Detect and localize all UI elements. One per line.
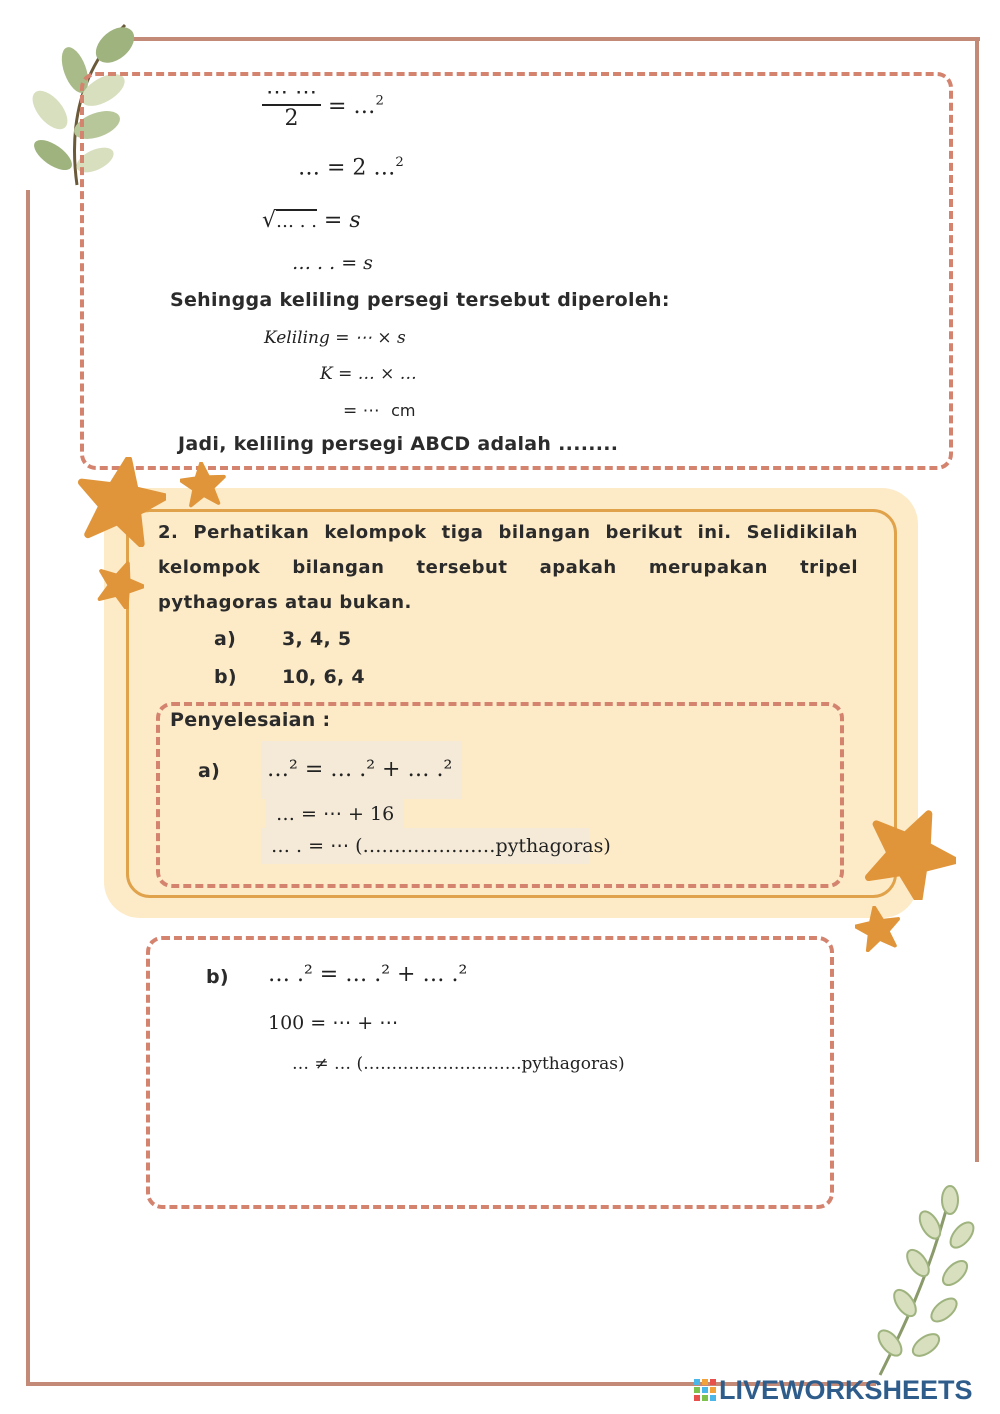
keliling-formula: Keliling = ⋯ × s (264, 328, 406, 348)
fraction-numerator: ⋯ ⋯ (262, 82, 321, 106)
conclusion-text: Jadi, keliling persegi ABCD adalah ........ (178, 433, 619, 455)
star-large-left-icon (76, 457, 166, 547)
star-small-right-icon (855, 906, 901, 952)
exponent: 2 (395, 155, 404, 170)
sqrt-symbol: √ (262, 208, 277, 233)
exponent: 2 (375, 93, 384, 109)
solution-b-line1: … .² = … .² + … .² (268, 962, 468, 987)
result-line (343, 401, 415, 421)
solution-a-line2: … = ⋯ + 16 (266, 796, 404, 832)
logo-grid-icon (694, 1379, 716, 1401)
fraction-denominator: 2 (284, 106, 299, 131)
keliling-sentence: Sehingga keliling persegi tersebut diperoleh: (170, 289, 670, 311)
frame-top-line (128, 37, 980, 41)
option-a-value: 3, 4, 5 (282, 628, 352, 650)
solution-a-line3: … . = ⋯ (…………………pythagoras) (261, 828, 589, 864)
equation-4: … . . = s (292, 252, 373, 274)
solution-a-label: a) (198, 760, 221, 782)
option-a-label: a) (214, 628, 237, 650)
solution-b-line2: 100 = ⋯ + ⋯ (268, 1012, 399, 1034)
frame-left-line (26, 190, 30, 1386)
top-solution-box (80, 72, 953, 470)
option-b-value: 10, 6, 4 (282, 666, 365, 688)
equation-2 (298, 155, 404, 180)
question-text: 2. Perhatikan kelompok tiga bilangan berikut ini. Selidikilah kelompok bilangan tersebut apakah merupakan tripel pythagoras atau bukan. (158, 522, 858, 613)
solution-b-label: b) (206, 966, 229, 988)
frame-right-line (975, 37, 979, 1162)
fraction (262, 82, 321, 132)
result-eq: = ⋯ (343, 401, 380, 421)
equation-sqrt (262, 208, 361, 233)
solution-heading: Penyelesaian : (170, 709, 331, 731)
sqrt-rhs: = s (323, 208, 361, 233)
star-small-left-icon (96, 561, 144, 609)
leaf-branch-bottom-decoration (860, 1185, 980, 1380)
equation-fraction (262, 82, 384, 132)
solution-b-line3: … ≠ … (……………………….pythagoras) (292, 1054, 625, 1074)
option-b-label: b) (214, 666, 237, 688)
star-large-right-icon (864, 808, 956, 900)
fraction-rhs: = … (328, 94, 376, 119)
liveworksheets-logo[interactable] (694, 1375, 973, 1405)
star-small-top-icon (180, 462, 226, 508)
k-equation: K = … × … (320, 364, 417, 384)
solution-a-line1: …² = … .² + … .² (261, 741, 462, 799)
equation-2-text: … = 2 … (298, 155, 396, 181)
logo-text: LIVEWORKSHEETS (719, 1374, 973, 1405)
result-unit: cm (391, 401, 416, 420)
sqrt-radicand: … . . (276, 211, 317, 232)
